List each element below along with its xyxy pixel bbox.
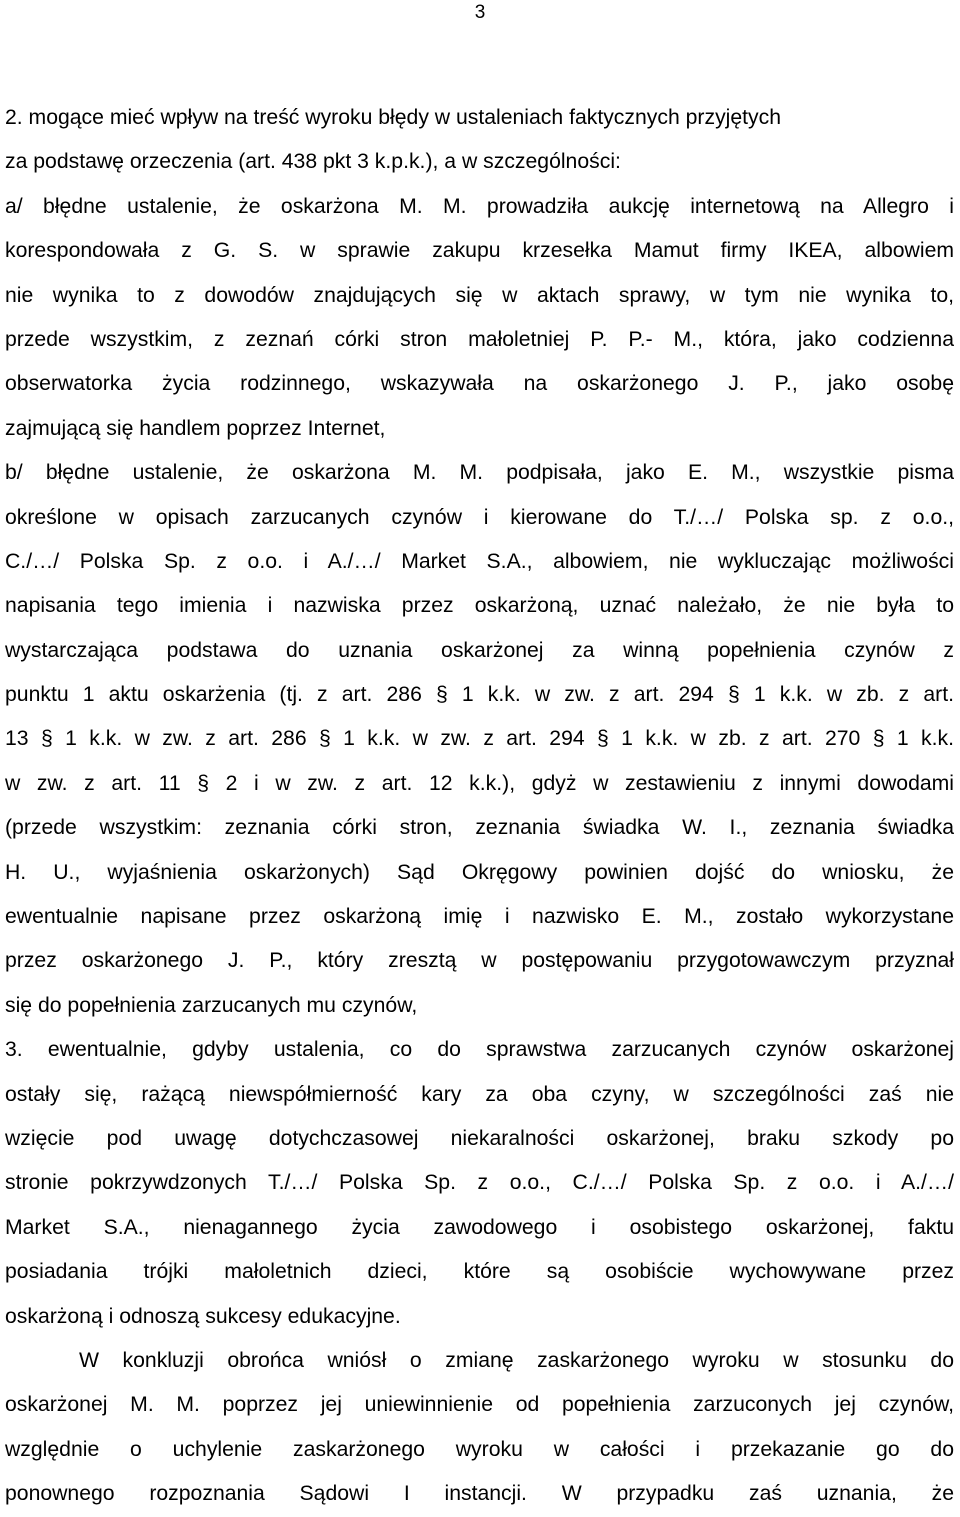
text-line: zajmującą się handlem poprzez Internet, — [5, 416, 386, 440]
text-line: za podstawę orzeczenia (art. 438 pkt 3 k.p.k.), a w szczególności: — [5, 150, 621, 174]
text-line: W konkluzji obrońca wniósł o zmianę zaskarżonego wyroku w stosunku do — [79, 1348, 954, 1372]
document-body — [5, 96, 954, 1517]
text-line: napisania tego imienia i nazwiska przez oskarżoną, uznać należało, że nie była to — [5, 594, 954, 618]
text-line: względnie o uchylenie zaskarżonego wyroku w całości i przekazanie go do — [5, 1437, 954, 1461]
text-line: ostały się, rażącą niewspółmierność kary za oba czyny, w szczególności zaś nie — [5, 1082, 954, 1106]
text-line: a/ błędne ustalenie, że oskarżona M. M. prowadziła aukcję internetową na Allegro i — [5, 194, 954, 218]
text-line: (przede wszystkim: zeznania córki stron, zeznania świadka W. I., zeznania świadka — [5, 816, 954, 840]
text-line: wzięcie pod uwagę dotychczasowej niekaralności oskarżonej, braku szkody po — [5, 1126, 954, 1150]
text-line: stronie pokrzywdzonych T./…/ Polska Sp. z o.o., C./…/ Polska Sp. z o.o. i A./…/ — [5, 1171, 954, 1195]
text-line: posiadania trójki małoletnich dzieci, które są osobiście wychowywane przez — [5, 1260, 954, 1284]
text-line: 3. ewentualnie, gdyby ustalenia, co do sprawstwa zarzucanych czynów oskarżonej — [5, 1038, 954, 1062]
text-line: nie wynika to z dowodów znajdujących się w aktach sprawy, w tym nie wynika to, — [5, 283, 954, 307]
text-line: określone w opisach zarzucanych czynów i kierowane do T./…/ Polska sp. z o.o., — [5, 505, 954, 529]
text-line: 13 § 1 k.k. w zw. z art. 286 § 1 k.k. w zw. z art. 294 § 1 k.k. w zb. z art. 270 § 1 k.k. — [5, 727, 954, 751]
text-line: ponownego rozpoznania Sądowi I instancji. W przypadku zaś uznania, że — [5, 1482, 954, 1506]
page-number: 3 — [474, 2, 486, 23]
text-line: C./…/ Polska Sp. z o.o. i A./…/ Market S.A., albowiem, nie wykluczając możliwości — [5, 549, 954, 573]
text-line: H. U., wyjaśnienia oskarżonych) Sąd Okręgowy powinien dojść do wniosku, że — [5, 860, 954, 884]
text-line: 2. mogące mieć wpływ na treść wyroku błędy w ustaleniach faktycznych przyjętych — [5, 106, 782, 129]
text-line: w zw. z art. 11 § 2 i w zw. z art. 12 k.k.), gdyż w zestawieniu z innymi dowodami — [5, 771, 954, 795]
text-line: wystarczająca podstawa do uznania oskarżonej za winną popełnienia czynów z — [5, 638, 954, 662]
text-line: korespondowała z G. S. w sprawie zakupu krzesełka Mamut firmy IKEA, albowiem — [5, 239, 954, 263]
text-line: oskarżoną i odnoszą sukcesy edukacyjne. — [5, 1304, 401, 1328]
text-line: oskarżonej M. M. poprzez jej uniewinnienie od popełnienia zarzuconych jej czynów, — [5, 1393, 954, 1417]
text-line: Market S.A., nienagannego życia zawodowego i osobistego oskarżonej, faktu — [5, 1215, 954, 1239]
text-line: przede wszystkim, z zeznań córki stron małoletniej P. P.- M., która, jako codzienna — [5, 327, 954, 351]
text-line: przez oskarżonego J. P., który zresztą w postępowaniu przygotowawczym przyznał — [5, 949, 954, 973]
text-line: punktu 1 aktu oskarżenia (tj. z art. 286 § 1 k.k. w zw. z art. 294 § 1 k.k. w zb. z art. — [5, 683, 954, 707]
text-line: obserwatorka życia rodzinnego, wskazywała na oskarżonego J. P., jako osobę — [5, 372, 954, 396]
text-line: się do popełnienia zarzucanych mu czynów, — [5, 993, 418, 1017]
text-line: b/ błędne ustalenie, że oskarżona M. M. podpisała, jako E. M., wszystkie pisma — [5, 461, 954, 485]
text-line: ewentualnie napisane przez oskarżoną imię i nazwisko E. M., zostało wykorzystane — [5, 905, 954, 929]
